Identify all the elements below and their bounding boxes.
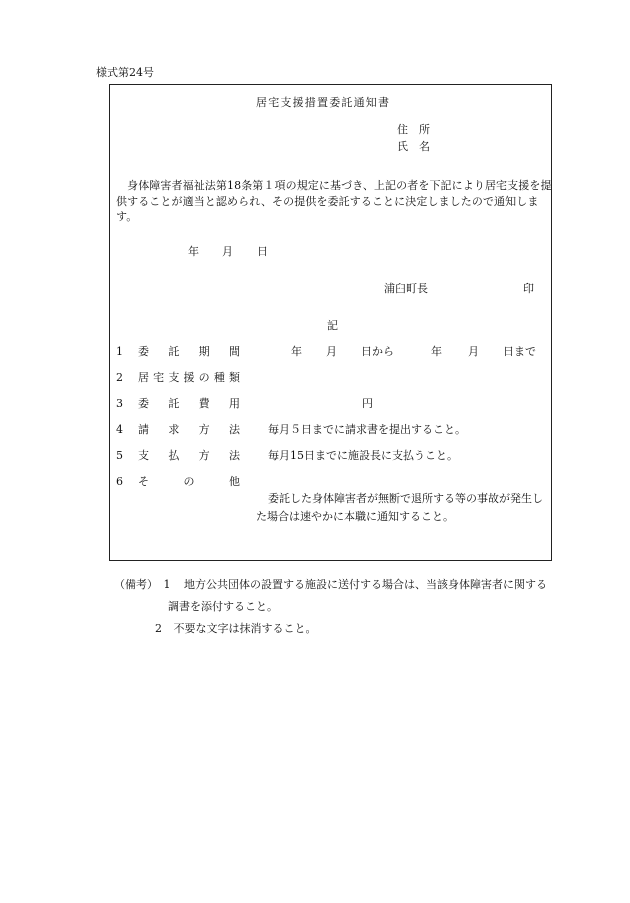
item-number: 5 <box>116 449 123 462</box>
item-label-text: その他 <box>138 475 240 488</box>
item-number: 6 <box>116 475 123 488</box>
item-number: 3 <box>116 397 123 410</box>
address-label: 住 所 <box>397 123 430 136</box>
period-to-suffix: 日まで <box>503 345 536 358</box>
body-paragraph: 身体障害者福祉法第18条第１項の規定に基づき、上記の者を下記により居宅支援を提供することが適当と認められ、その提供を委託することに決定しましたので通知します。 <box>116 179 552 223</box>
note-1-number: 1 <box>163 578 171 591</box>
period-from-year: 年 <box>291 345 302 358</box>
item-label-period <box>138 346 240 357</box>
item-number: 2 <box>116 371 123 384</box>
date-year: 年 <box>188 245 199 258</box>
document-title: 居宅支援措置委託通知書 <box>256 96 391 109</box>
item-label-type <box>138 372 240 383</box>
item-label-text: 請求方法 <box>138 423 240 436</box>
item-label-text: 委託期間 <box>138 345 240 358</box>
item-number: 1 <box>116 345 123 358</box>
item-label-other <box>138 476 240 487</box>
item-label-cost <box>138 398 240 409</box>
seal-mark: 印 <box>523 282 534 295</box>
period-to-month: 月 <box>468 345 479 358</box>
period-from-month: 月 <box>326 345 337 358</box>
date-day: 日 <box>257 245 268 258</box>
issue-date <box>188 246 268 257</box>
item-label-text: 居宅支援の種類 <box>138 371 240 384</box>
billing-value: 毎月５日までに請求書を提出すること。 <box>268 423 466 436</box>
period-to-year: 年 <box>431 345 442 358</box>
issuer-name: 浦臼町長 <box>384 282 428 295</box>
item-label-text: 委託費用 <box>138 397 240 410</box>
period-from-suffix: 日から <box>361 345 394 358</box>
payment-value: 毎月15日までに施設長に支払うこと。 <box>268 449 458 462</box>
notes-line-2 <box>155 623 317 634</box>
note-1-continuation: 調書を添付すること。 <box>168 600 278 613</box>
other-value: 委託した身体障害者が無断で退所する等の事故が発生した場合は速やかに本職に通知すること。 <box>256 492 543 523</box>
note-2-number: 2 <box>155 622 162 635</box>
note-1-text: 地方公共団体の設置する施設に送付する場合は、当該身体障害者に関する <box>184 578 547 591</box>
notes-heading: （備考） <box>114 578 158 591</box>
item-label-billing <box>138 424 240 435</box>
item-label-payment <box>138 450 240 461</box>
cost-value: 円 <box>362 397 373 410</box>
item-label-text: 支払方法 <box>138 449 240 462</box>
notes-line-1 <box>114 579 547 590</box>
date-month: 月 <box>222 245 233 258</box>
name-label: 氏 名 <box>397 140 430 153</box>
form-number: 様式第24号 <box>96 66 154 79</box>
ki-heading: 記 <box>327 319 338 332</box>
item-number: 4 <box>116 423 123 436</box>
period-value <box>291 346 536 357</box>
note-2-text: 不要な文字は抹消すること。 <box>173 622 317 635</box>
